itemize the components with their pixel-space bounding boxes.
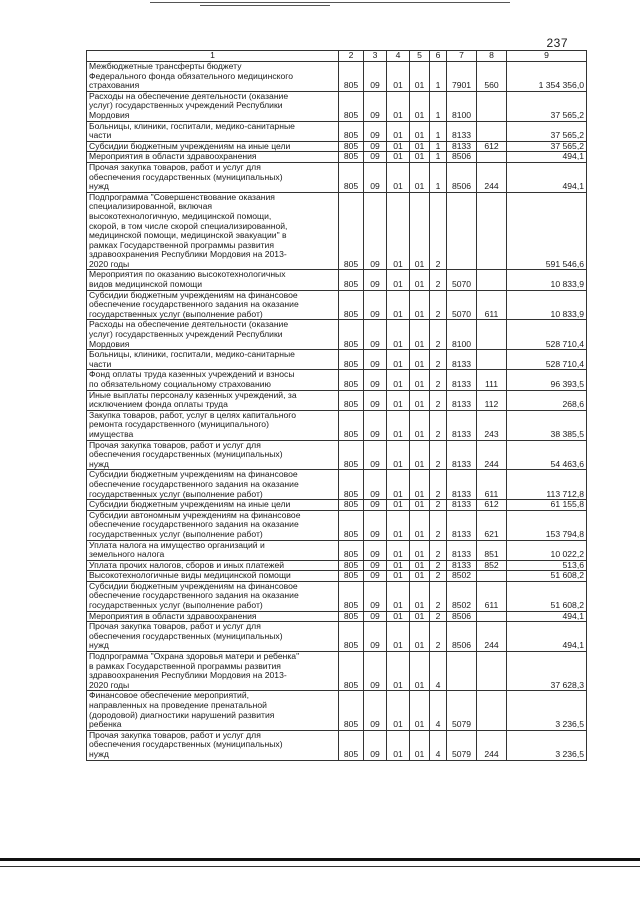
cell-target-code: 8133 [447, 350, 477, 370]
cell-ministry-code: 805 [339, 290, 364, 320]
cell-program-code: 01 [410, 622, 430, 652]
cell-section-code: 09 [364, 500, 387, 511]
cell-ministry-code: 805 [339, 611, 364, 622]
table-row [87, 121, 587, 141]
cell-section-code: 09 [364, 62, 387, 92]
cell-expense-type [477, 192, 507, 270]
cell-section-code: 09 [364, 652, 387, 691]
cell-expense-type [477, 691, 507, 730]
cell-subprogram-code: 4 [430, 691, 447, 730]
cell-program-code: 01 [410, 691, 430, 730]
cell-sum: 37 628,3 [507, 652, 587, 691]
cell-target-code: 8502 [447, 571, 477, 582]
cell-program-code: 01 [410, 730, 430, 760]
cell-expense-type [477, 91, 507, 121]
cell-subsection-code: 01 [387, 510, 410, 540]
cell-program-code: 01 [410, 560, 430, 571]
cell-name: Подпрограмма "Охрана здоровья матери и ребенка" в рамках Государственной программы развития здравоохранения Республики Мордовия на 2013- 2020 годы [87, 652, 339, 691]
cell-subsection-code: 01 [387, 91, 410, 121]
cell-program-code: 01 [410, 162, 430, 192]
cell-subprogram-code: 4 [430, 730, 447, 760]
cell-expense-type: 852 [477, 560, 507, 571]
cell-sum: 10 022,2 [507, 540, 587, 560]
cell-subprogram-code: 2 [430, 320, 447, 350]
cell-program-code: 01 [410, 652, 430, 691]
cell-name: Мероприятия по оказанию высокотехнологичных видов медицинской помощи [87, 270, 339, 290]
cell-subprogram-code: 1 [430, 162, 447, 192]
table-row [87, 440, 587, 470]
header-cell-sum: 9 [507, 51, 587, 62]
cell-subprogram-code: 2 [430, 581, 447, 611]
cell-name: Межбюджетные трансферты бюджету Федерального фонда обязательного медицинского страхования [87, 62, 339, 92]
cell-target-code: 8133 [447, 370, 477, 390]
cell-program-code: 01 [410, 91, 430, 121]
table-row [87, 571, 587, 582]
table-row [87, 510, 587, 540]
cell-sum: 51 608,2 [507, 571, 587, 582]
cell-subprogram-code: 2 [430, 390, 447, 410]
cell-subprogram-code: 2 [430, 540, 447, 560]
cell-target-code: 8133 [447, 440, 477, 470]
cell-target-code: 8133 [447, 390, 477, 410]
cell-section-code: 09 [364, 270, 387, 290]
cell-expense-type [477, 652, 507, 691]
table-row [87, 410, 587, 440]
table-row [87, 470, 587, 500]
header-cell: 2 [339, 51, 364, 62]
cell-sum: 494,1 [507, 162, 587, 192]
cell-program-code: 01 [410, 320, 430, 350]
table-row [87, 350, 587, 370]
cell-subsection-code: 01 [387, 571, 410, 582]
cell-subprogram-code: 2 [430, 560, 447, 571]
cell-expense-type: 611 [477, 470, 507, 500]
table-row [87, 320, 587, 350]
cell-subprogram-code: 2 [430, 440, 447, 470]
cell-name: Прочая закупка товаров, работ и услуг для обеспечения государственных (муниципальных) нужд [87, 162, 339, 192]
cell-section-code: 09 [364, 611, 387, 622]
cell-program-code: 01 [410, 410, 430, 440]
cell-section-code: 09 [364, 510, 387, 540]
cell-ministry-code: 805 [339, 121, 364, 141]
cell-name: Субсидии бюджетным учреждениям на финансовое обеспечение государственного задания на оказание государственных услуг (выполнение работ) [87, 581, 339, 611]
cell-name: Субсидии бюджетным учреждениям на иные цели [87, 500, 339, 511]
cell-sum: 38 385,5 [507, 410, 587, 440]
cell-section-code: 09 [364, 320, 387, 350]
cell-expense-type [477, 270, 507, 290]
cell-subsection-code: 01 [387, 581, 410, 611]
cell-ministry-code: 805 [339, 370, 364, 390]
cell-ministry-code: 805 [339, 270, 364, 290]
table-row [87, 730, 587, 760]
cell-name: Финансовое обеспечение мероприятий, направленных на проведение пренатальной (дородовой) диагностики нарушений развития ребенка [87, 691, 339, 730]
cell-name: Субсидии бюджетным учреждениям на иные цели [87, 141, 339, 152]
cell-subprogram-code: 2 [430, 611, 447, 622]
cell-sum: 51 608,2 [507, 581, 587, 611]
cell-target-code: 5079 [447, 730, 477, 760]
cell-subsection-code: 01 [387, 162, 410, 192]
cell-name: Расходы на обеспечение деятельности (оказание услуг) государственных учреждений Республики Мордовия [87, 91, 339, 121]
cell-subsection-code: 01 [387, 560, 410, 571]
cell-ministry-code: 805 [339, 652, 364, 691]
cell-name: Иные выплаты персоналу казенных учреждений, за исключением фонда оплаты труда [87, 390, 339, 410]
table-row [87, 622, 587, 652]
cell-target-code: 8506 [447, 152, 477, 163]
cell-target-code: 8506 [447, 162, 477, 192]
cell-sum: 3 236,5 [507, 730, 587, 760]
cell-ministry-code: 805 [339, 730, 364, 760]
cell-subprogram-code: 2 [430, 370, 447, 390]
table-row [87, 390, 587, 410]
cell-section-code: 09 [364, 581, 387, 611]
header-cell: 7 [447, 51, 477, 62]
cell-target-code: 8133 [447, 410, 477, 440]
cell-ministry-code: 805 [339, 192, 364, 270]
cell-program-code: 01 [410, 370, 430, 390]
cell-program-code: 01 [410, 611, 430, 622]
cell-expense-type [477, 152, 507, 163]
cell-subprogram-code: 2 [430, 350, 447, 370]
cell-section-code: 09 [364, 470, 387, 500]
cell-sum: 528 710,4 [507, 320, 587, 350]
cell-name: Больницы, клиники, госпитали, медико-санитарные части [87, 121, 339, 141]
cell-target-code: 8133 [447, 470, 477, 500]
cell-ministry-code: 805 [339, 162, 364, 192]
cell-program-code: 01 [410, 192, 430, 270]
cell-name: Больницы, клиники, госпитали, медико-санитарные части [87, 350, 339, 370]
cell-name: Субсидии автономным учреждениям на финансовое обеспечение государственного задания на оказание государственных услуг (выполнение работ) [87, 510, 339, 540]
cell-name: Закупка товаров, работ, услуг в целях капитального ремонта государственного (муниципального) имущества [87, 410, 339, 440]
cell-program-code: 01 [410, 470, 430, 500]
table-row [87, 560, 587, 571]
page-bottom-rule-thin [0, 866, 640, 867]
cell-target-code: 5070 [447, 290, 477, 320]
cell-expense-type: 244 [477, 162, 507, 192]
cell-section-code: 09 [364, 192, 387, 270]
cell-subprogram-code: 2 [430, 510, 447, 540]
cell-section-code: 09 [364, 152, 387, 163]
cell-name: Субсидии бюджетным учреждениям на финансовое обеспечение государственного задания на оказание государственных услуг (выполнение работ) [87, 470, 339, 500]
table-row [87, 691, 587, 730]
table-row [87, 581, 587, 611]
cell-sum: 153 794,8 [507, 510, 587, 540]
header-cell: 8 [477, 51, 507, 62]
cell-target-code [447, 652, 477, 691]
cell-name: Фонд оплаты труда казенных учреждений и взносы по обязательному социальному страхованию [87, 370, 339, 390]
cell-ministry-code: 805 [339, 540, 364, 560]
table-row [87, 370, 587, 390]
cell-subsection-code: 01 [387, 410, 410, 440]
header-cell: 5 [410, 51, 430, 62]
cell-subsection-code: 01 [387, 470, 410, 500]
cell-program-code: 01 [410, 581, 430, 611]
cell-target-code: 5070 [447, 270, 477, 290]
cell-program-code: 01 [410, 500, 430, 511]
cell-subsection-code: 01 [387, 652, 410, 691]
cell-program-code: 01 [410, 270, 430, 290]
cell-section-code: 09 [364, 91, 387, 121]
cell-name: Прочая закупка товаров, работ и услуг для обеспечения государственных (муниципальных) нужд [87, 730, 339, 760]
cell-name: Прочая закупка товаров, работ и услуг для обеспечения государственных (муниципальных) нужд [87, 440, 339, 470]
cell-subsection-code: 01 [387, 192, 410, 270]
cell-sum: 3 236,5 [507, 691, 587, 730]
cell-sum: 54 463,6 [507, 440, 587, 470]
cell-ministry-code: 805 [339, 152, 364, 163]
cell-sum: 591 546,6 [507, 192, 587, 270]
cell-sum: 268,6 [507, 390, 587, 410]
cell-expense-type: 560 [477, 62, 507, 92]
cell-subsection-code: 01 [387, 500, 410, 511]
scan-top-line [150, 2, 510, 3]
cell-name: Уплата прочих налогов, сборов и иных платежей [87, 560, 339, 571]
cell-sum: 513,6 [507, 560, 587, 571]
cell-subsection-code: 01 [387, 691, 410, 730]
cell-ministry-code: 805 [339, 581, 364, 611]
cell-target-code: 8133 [447, 500, 477, 511]
cell-name: Подпрограмма "Совершенствование оказания специализированной, включая высокотехнологичную, медицинской помощи, скорой, в том числе скорой специализированной, медицинской помощи, медицинской эвакуации" в рамках Государственной программы развития здравоохранения Республики Мордовия на 2013- 2020 годы [87, 192, 339, 270]
cell-target-code: 7901 [447, 62, 477, 92]
cell-target-code: 8133 [447, 121, 477, 141]
table-row [87, 540, 587, 560]
table-row [87, 62, 587, 92]
cell-ministry-code: 805 [339, 141, 364, 152]
cell-sum: 494,1 [507, 152, 587, 163]
cell-target-code: 8133 [447, 540, 477, 560]
cell-subprogram-code: 4 [430, 652, 447, 691]
cell-section-code: 09 [364, 571, 387, 582]
cell-section-code: 09 [364, 440, 387, 470]
cell-sum: 528 710,4 [507, 350, 587, 370]
cell-target-code: 8133 [447, 141, 477, 152]
cell-ministry-code: 805 [339, 410, 364, 440]
cell-section-code: 09 [364, 370, 387, 390]
cell-subsection-code: 01 [387, 390, 410, 410]
cell-name: Прочая закупка товаров, работ и услуг для обеспечения государственных (муниципальных) нужд [87, 622, 339, 652]
cell-expense-type: 612 [477, 141, 507, 152]
cell-program-code: 01 [410, 290, 430, 320]
cell-section-code: 09 [364, 390, 387, 410]
table-row [87, 141, 587, 152]
cell-sum: 10 833,9 [507, 270, 587, 290]
cell-ministry-code: 805 [339, 91, 364, 121]
cell-subprogram-code: 1 [430, 62, 447, 92]
cell-expense-type: 243 [477, 410, 507, 440]
table-row [87, 192, 587, 270]
cell-sum: 494,1 [507, 611, 587, 622]
cell-sum: 37 565,2 [507, 141, 587, 152]
cell-name: Мероприятия в области здравоохранения [87, 611, 339, 622]
cell-ministry-code: 805 [339, 62, 364, 92]
cell-ministry-code: 805 [339, 350, 364, 370]
cell-program-code: 01 [410, 350, 430, 370]
cell-ministry-code: 805 [339, 691, 364, 730]
cell-subprogram-code: 2 [430, 571, 447, 582]
cell-name: Уплата налога на имущество организаций и земельного налога [87, 540, 339, 560]
cell-ministry-code: 805 [339, 571, 364, 582]
cell-subsection-code: 01 [387, 270, 410, 290]
cell-program-code: 01 [410, 141, 430, 152]
cell-subsection-code: 01 [387, 152, 410, 163]
cell-subsection-code: 01 [387, 370, 410, 390]
cell-expense-type: 621 [477, 510, 507, 540]
cell-subprogram-code: 2 [430, 500, 447, 511]
cell-program-code: 01 [410, 440, 430, 470]
table-row [87, 500, 587, 511]
cell-expense-type: 244 [477, 730, 507, 760]
cell-sum: 113 712,8 [507, 470, 587, 500]
cell-section-code: 09 [364, 121, 387, 141]
cell-expense-type: 244 [477, 622, 507, 652]
table-row [87, 152, 587, 163]
cell-subprogram-code: 1 [430, 91, 447, 121]
table-row [87, 162, 587, 192]
cell-subprogram-code: 2 [430, 470, 447, 500]
cell-expense-type: 244 [477, 440, 507, 470]
cell-target-code: 5079 [447, 691, 477, 730]
cell-expense-type [477, 121, 507, 141]
table-row [87, 91, 587, 121]
cell-program-code: 01 [410, 540, 430, 560]
cell-subprogram-code: 1 [430, 141, 447, 152]
cell-subprogram-code: 1 [430, 152, 447, 163]
cell-program-code: 01 [410, 62, 430, 92]
cell-section-code: 09 [364, 560, 387, 571]
cell-section-code: 09 [364, 691, 387, 730]
cell-subsection-code: 01 [387, 121, 410, 141]
cell-section-code: 09 [364, 730, 387, 760]
cell-ministry-code: 805 [339, 390, 364, 410]
cell-ministry-code: 805 [339, 500, 364, 511]
cell-subsection-code: 01 [387, 350, 410, 370]
cell-subsection-code: 01 [387, 611, 410, 622]
cell-subsection-code: 01 [387, 622, 410, 652]
cell-subprogram-code: 2 [430, 290, 447, 320]
cell-sum: 96 393,5 [507, 370, 587, 390]
cell-expense-type: 111 [477, 370, 507, 390]
cell-target-code: 8100 [447, 91, 477, 121]
cell-subprogram-code: 2 [430, 192, 447, 270]
header-cell-name: 1 [87, 51, 339, 62]
cell-target-code [447, 192, 477, 270]
scan-top-line-short [200, 5, 330, 6]
cell-target-code: 8133 [447, 560, 477, 571]
cell-sum: 37 565,2 [507, 121, 587, 141]
cell-sum: 61 155,8 [507, 500, 587, 511]
cell-ministry-code: 805 [339, 622, 364, 652]
cell-expense-type: 851 [477, 540, 507, 560]
cell-name: Расходы на обеспечение деятельности (оказание услуг) государственных учреждений Республики Мордовия [87, 320, 339, 350]
cell-ministry-code: 805 [339, 560, 364, 571]
cell-sum: 37 565,2 [507, 91, 587, 121]
cell-expense-type [477, 611, 507, 622]
cell-sum: 1 354 356,0 [507, 62, 587, 92]
cell-expense-type: 612 [477, 500, 507, 511]
cell-subsection-code: 01 [387, 290, 410, 320]
cell-subsection-code: 01 [387, 440, 410, 470]
cell-ministry-code: 805 [339, 470, 364, 500]
cell-program-code: 01 [410, 390, 430, 410]
header-cell: 6 [430, 51, 447, 62]
cell-sum: 10 833,9 [507, 290, 587, 320]
header-cell: 4 [387, 51, 410, 62]
cell-subsection-code: 01 [387, 540, 410, 560]
cell-subsection-code: 01 [387, 730, 410, 760]
cell-subprogram-code: 1 [430, 121, 447, 141]
page-number: 237 [546, 36, 568, 50]
cell-ministry-code: 805 [339, 440, 364, 470]
cell-program-code: 01 [410, 510, 430, 540]
budget-table [86, 50, 587, 761]
cell-target-code: 8506 [447, 611, 477, 622]
cell-subprogram-code: 2 [430, 622, 447, 652]
cell-expense-type: 112 [477, 390, 507, 410]
cell-name: Субсидии бюджетным учреждениям на финансовое обеспечение государственного задания на оказание государственных услуг (выполнение работ) [87, 290, 339, 320]
cell-ministry-code: 805 [339, 510, 364, 540]
cell-expense-type: 611 [477, 581, 507, 611]
cell-subsection-code: 01 [387, 141, 410, 152]
cell-section-code: 09 [364, 350, 387, 370]
table-row [87, 270, 587, 290]
cell-target-code: 8502 [447, 581, 477, 611]
cell-section-code: 09 [364, 622, 387, 652]
cell-target-code: 8100 [447, 320, 477, 350]
cell-name: Высокотехнологичные виды медицинской помощи [87, 571, 339, 582]
cell-expense-type: 611 [477, 290, 507, 320]
cell-subsection-code: 01 [387, 62, 410, 92]
cell-section-code: 09 [364, 290, 387, 320]
table-row [87, 652, 587, 691]
cell-target-code: 8506 [447, 622, 477, 652]
cell-section-code: 09 [364, 410, 387, 440]
cell-expense-type [477, 350, 507, 370]
table-row [87, 290, 587, 320]
cell-program-code: 01 [410, 121, 430, 141]
cell-ministry-code: 805 [339, 320, 364, 350]
cell-name: Мероприятия в области здравоохранения [87, 152, 339, 163]
cell-program-code: 01 [410, 152, 430, 163]
cell-subprogram-code: 2 [430, 270, 447, 290]
cell-expense-type [477, 320, 507, 350]
table-row [87, 611, 587, 622]
page-bottom-rule [0, 858, 640, 861]
cell-sum: 494,1 [507, 622, 587, 652]
cell-expense-type [477, 571, 507, 582]
cell-section-code: 09 [364, 162, 387, 192]
cell-program-code: 01 [410, 571, 430, 582]
cell-target-code: 8133 [447, 510, 477, 540]
cell-subsection-code: 01 [387, 320, 410, 350]
cell-section-code: 09 [364, 141, 387, 152]
cell-subprogram-code: 2 [430, 410, 447, 440]
table-header-row [87, 51, 587, 62]
cell-section-code: 09 [364, 540, 387, 560]
header-cell: 3 [364, 51, 387, 62]
